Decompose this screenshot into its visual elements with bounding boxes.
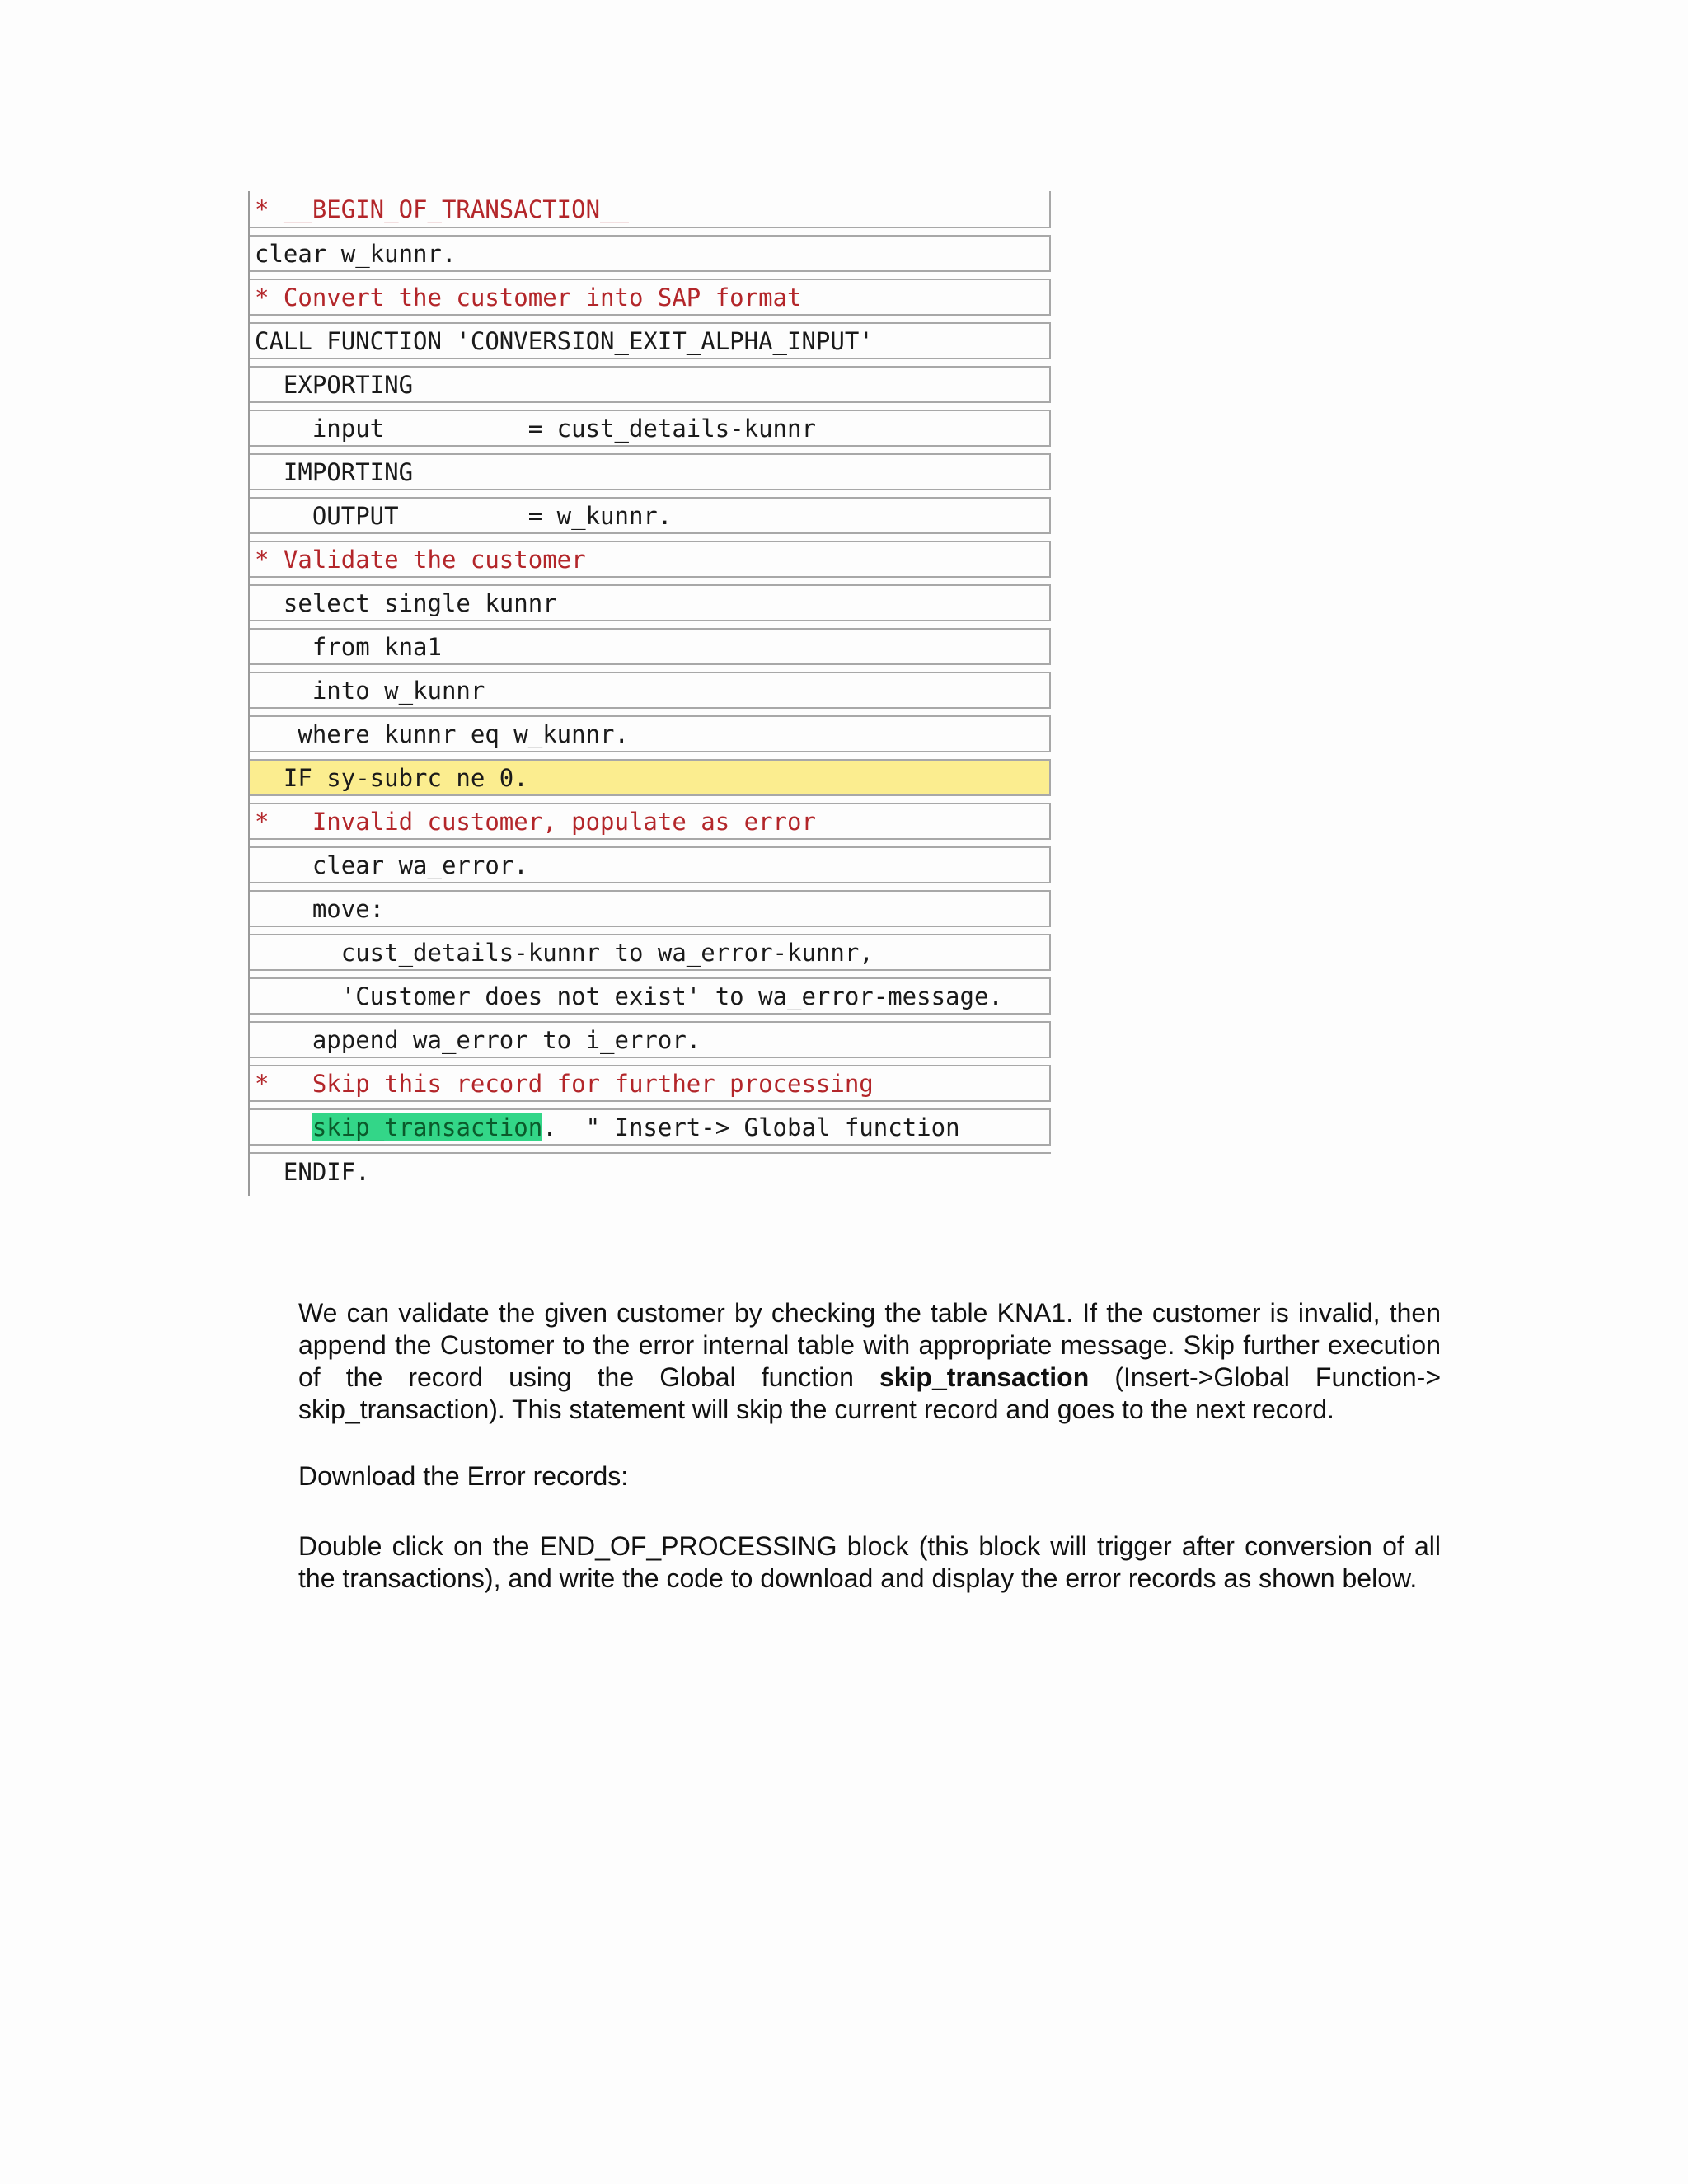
skip-transaction-bold: skip_transaction xyxy=(879,1362,1090,1392)
code-line-19: 'Customer does not exist' to wa_error-message. xyxy=(250,977,1051,1015)
code-line-9: * Validate the customer xyxy=(250,541,1051,578)
abap-code-block xyxy=(248,191,1051,1196)
code-line-11: from kna1 xyxy=(250,628,1051,665)
skip-transaction-highlight: skip_transaction xyxy=(312,1113,543,1141)
code-line-12: into w_kunnr xyxy=(250,672,1051,709)
code-line-if-highlighted: IF sy-subrc ne 0. xyxy=(250,759,1051,796)
code-line-16: clear wa_error. xyxy=(250,846,1051,883)
code-line-5: EXPORTING xyxy=(250,366,1051,403)
skip-line-rest: . " Insert-> Global function xyxy=(542,1113,960,1141)
code-line-endif: ENDIF. xyxy=(250,1152,1051,1189)
paragraph-end-of-processing: Double click on the END_OF_PROCESSING block (this block will trigger after conversion of all the transactions), and write the code to download and display the error records as shown below. xyxy=(298,1531,1441,1593)
code-line-skip-transaction xyxy=(250,1108,1051,1146)
code-line-15: * Invalid customer, populate as error xyxy=(250,803,1051,840)
code-line-4: CALL FUNCTION 'CONVERSION_EXIT_ALPHA_INPUT' xyxy=(250,322,1051,359)
code-line-2: clear w_kunnr. xyxy=(250,235,1051,272)
code-line-13: where kunnr eq w_kunnr. xyxy=(250,715,1051,752)
paragraph-validate-customer: We can validate the given customer by checking the table KNA1. If the customer is invalid, then append the Customer to the error internal table with appropriate message. Skip further execution of the record using the Global function skip_transaction (Insert->Global Function-> skip_transaction). This statement will skip the current record and goes to the next record. xyxy=(298,1298,1442,1424)
paragraph-download-errors: Download the Error records: xyxy=(298,1461,629,1491)
code-line-17: move: xyxy=(250,890,1051,927)
code-line-6: input = cust_details-kunnr xyxy=(250,410,1051,447)
code-line-8: OUTPUT = w_kunnr. xyxy=(250,497,1051,534)
code-line-20: append wa_error to i_error. xyxy=(250,1021,1051,1058)
code-line-1: * __BEGIN_OF_TRANSACTION__ xyxy=(250,191,1051,228)
code-line-10: select single kunnr xyxy=(250,584,1051,621)
code-line-18: cust_details-kunnr to wa_error-kunnr, xyxy=(250,934,1051,971)
code-line-21: * Skip this record for further processing xyxy=(250,1065,1051,1102)
skip-indent xyxy=(255,1113,312,1141)
code-line-7: IMPORTING xyxy=(250,453,1051,490)
code-line-3: * Convert the customer into SAP format xyxy=(250,279,1051,316)
